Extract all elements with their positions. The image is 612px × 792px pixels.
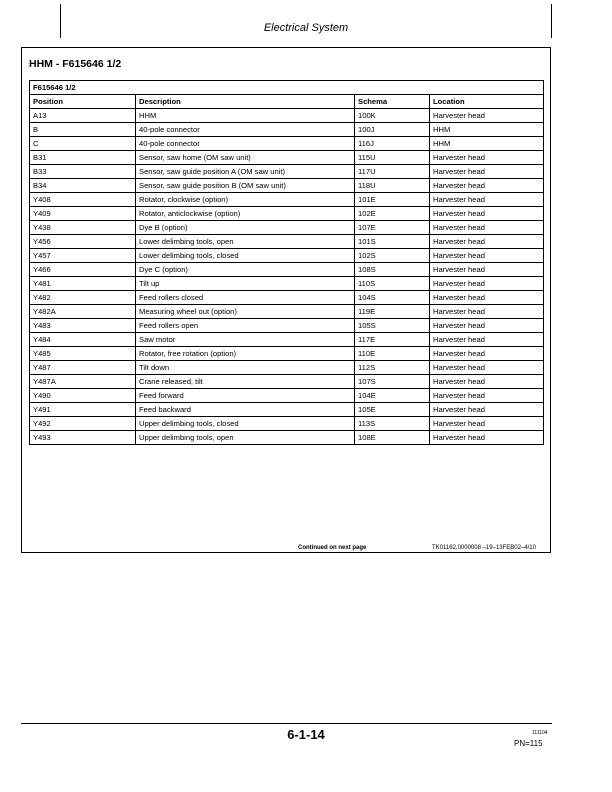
cell-description: Lower delimbing tools, closed [136,249,355,263]
column-header-location: Location [430,95,544,109]
cell-schema: 112S [355,361,430,375]
cell-position: Y491 [30,403,136,417]
table-row [30,375,544,389]
table-row [30,333,544,347]
cell-location: Harvester head [430,221,544,235]
cell-location: HHM [430,123,544,137]
cell-location: Harvester head [430,389,544,403]
page-number: 6-1-14 [287,727,325,742]
cell-location: Harvester head [430,263,544,277]
cell-description: Feed forward [136,389,355,403]
cell-description: Saw motor [136,333,355,347]
cell-position: Y438 [30,221,136,235]
cell-location: Harvester head [430,319,544,333]
cell-schema: 110S [355,277,430,291]
table-row [30,431,544,445]
cell-schema: 100J [355,123,430,137]
cell-location: Harvester head [430,207,544,221]
cell-description: Rotator, free rotation (option) [136,347,355,361]
cell-location: Harvester head [430,277,544,291]
component-table-wrapper [29,80,543,445]
table-row [30,193,544,207]
cell-description: Rotator, anticlockwise (option) [136,207,355,221]
cell-location: Harvester head [430,403,544,417]
cell-description: Rotator, clockwise (option) [136,193,355,207]
cell-description: Dye B (option) [136,221,355,235]
cell-schema: 107E [355,221,430,235]
cell-schema: 101S [355,235,430,249]
cell-position: A13 [30,109,136,123]
component-table [29,80,544,445]
cell-schema: 117U [355,165,430,179]
cell-schema: 105E [355,403,430,417]
cell-description: Feed rollers closed [136,291,355,305]
table-row [30,165,544,179]
cell-position: Y493 [30,431,136,445]
cell-description: 40-pole connector [136,137,355,151]
cell-description: Sensor, saw home (OM saw unit) [136,151,355,165]
cell-description: Upper delimbing tools, open [136,431,355,445]
cell-location: Harvester head [430,333,544,347]
cell-position: B34 [30,179,136,193]
table-row [30,347,544,361]
table-row [30,277,544,291]
cell-schema: 100K [355,109,430,123]
cell-location: Harvester head [430,165,544,179]
cell-description: Upper delimbing tools, closed [136,417,355,431]
table-row [30,263,544,277]
cell-position: Y466 [30,263,136,277]
table-row [30,403,544,417]
column-header-position: Position [30,95,136,109]
section-heading: HHM - F615646 1/2 [29,58,122,70]
cell-position: Y409 [30,207,136,221]
cell-position: Y456 [30,235,136,249]
table-row [30,361,544,375]
cell-position: Y482A [30,305,136,319]
cell-position: Y457 [30,249,136,263]
cell-location: Harvester head [430,417,544,431]
cell-position: B [30,123,136,137]
cell-position: B33 [30,165,136,179]
cell-schema: 102S [355,249,430,263]
page-header-title: Electrical System [263,22,349,34]
cell-schema: 104S [355,291,430,305]
table-row [30,291,544,305]
cell-location: Harvester head [430,235,544,249]
table-caption-row [30,81,544,95]
cell-schema: 117E [355,333,430,347]
cell-schema: 105S [355,319,430,333]
table-row [30,417,544,431]
cell-description: Measuring wheel out (option) [136,305,355,319]
table-row [30,179,544,193]
cell-location: Harvester head [430,109,544,123]
cell-location: Harvester head [430,305,544,319]
table-row [30,207,544,221]
cell-schema: 101E [355,193,430,207]
cell-schema: 108S [355,263,430,277]
cell-description: HHM [136,109,355,123]
cell-location: Harvester head [430,291,544,305]
cell-schema: 113S [355,417,430,431]
cell-location: HHM [430,137,544,151]
cell-schema: 116J [355,137,430,151]
bottom-rule [21,723,552,724]
cell-position: Y487 [30,361,136,375]
cell-description: Feed rollers open [136,319,355,333]
document-code: TK01162,0000008 –19–13FEB02–4/10 [432,545,536,551]
cell-location: Harvester head [430,249,544,263]
cell-schema: 108E [355,431,430,445]
cell-description: Sensor, saw guide position B (OM saw unit) [136,179,355,193]
table-row [30,123,544,137]
cell-position: Y487A [30,375,136,389]
cell-description: Feed backward [136,403,355,417]
cell-position: C [30,137,136,151]
cell-description: 40-pole connector [136,123,355,137]
cell-location: Harvester head [430,431,544,445]
cell-location: Harvester head [430,193,544,207]
cell-schema: 110E [355,347,430,361]
cell-description: Dye C (option) [136,263,355,277]
cell-description: Sensor, saw guide position A (OM saw unit) [136,165,355,179]
cell-location: Harvester head [430,347,544,361]
continued-note: Continued on next page [298,545,367,551]
small-code: 111104 [532,730,548,736]
column-header-schema: Schema [355,95,430,109]
cell-location: Harvester head [430,361,544,375]
cell-location: Harvester head [430,375,544,389]
cell-description: Crane released, tilt [136,375,355,389]
cell-description: Lower delimbing tools, open [136,235,355,249]
cell-schema: 119E [355,305,430,319]
table-body [30,109,544,445]
cell-position: Y490 [30,389,136,403]
cell-schema: 118U [355,179,430,193]
table-row [30,151,544,165]
table-row [30,109,544,123]
cell-location: Harvester head [430,151,544,165]
cell-position: Y482 [30,291,136,305]
cell-location: Harvester head [430,179,544,193]
cell-position: B31 [30,151,136,165]
cell-position: Y481 [30,277,136,291]
cell-schema: 107S [355,375,430,389]
table-row [30,221,544,235]
cell-position: Y492 [30,417,136,431]
column-header-description: Description [136,95,355,109]
table-header-row [30,95,544,109]
cell-position: Y485 [30,347,136,361]
table-caption: F615646 1/2 [30,81,544,95]
cell-description: Tilt up [136,277,355,291]
table-row [30,235,544,249]
cell-description: Tilt down [136,361,355,375]
pn-number: PN=115 [514,739,543,748]
table-row [30,137,544,151]
cell-position: Y408 [30,193,136,207]
table-row [30,305,544,319]
cell-schema: 104E [355,389,430,403]
cell-schema: 102E [355,207,430,221]
table-row [30,319,544,333]
cell-schema: 115U [355,151,430,165]
table-row [30,249,544,263]
cell-position: Y483 [30,319,136,333]
table-row [30,389,544,403]
cell-position: Y484 [30,333,136,347]
